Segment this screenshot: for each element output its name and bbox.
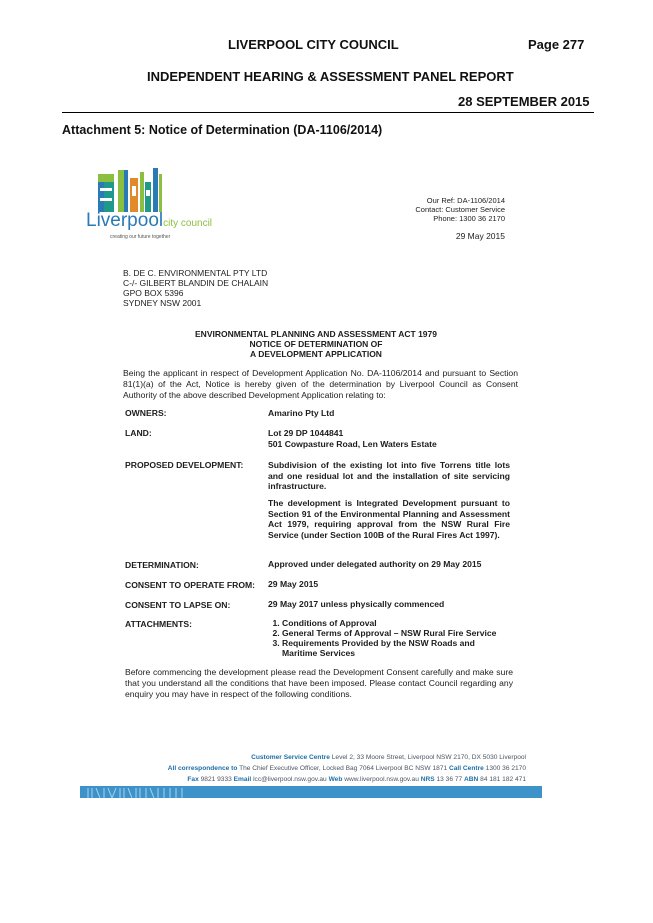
council-logo — [84, 168, 234, 248]
page-number: Page 277 — [528, 37, 585, 52]
consent-operate-label: CONSENT TO OPERATE FROM: — [125, 580, 256, 590]
report-date: 28 SEPTEMBER 2015 — [458, 94, 590, 109]
addressee-line: GPO BOX 5396 — [123, 288, 184, 298]
act-heading: ENVIRONMENTAL PLANNING AND ASSESSMENT ACT 1979 NOTICE OF DETERMINATION OF A DEVELOPMENT APPLICATION — [195, 329, 437, 359]
proposed-value-1: Subdivision of the existing lot into five Torrens title lots and one residual lot and the installation of site servicing infrastructure. — [268, 460, 510, 491]
attachment-item: 3. Requirements Provided by the NSW Roads and Maritime Services — [282, 638, 510, 658]
letter-footer: Customer Service Centre Level 2, 33 Moore Street, Liverpool NSW 2170, DX 5030 Liverpool All correspondence to The Chief Executive Officer, Locked Bag 7064 Liverpool BC NSW 1871 Call Centre 1300 36 2170 Fax 9821 9333 Email lcc@liverpool.nsw.gov.au Web www.liverpool.nsw.gov.au NRS 13 36 77 ABN 84 181 182 471 — [167, 754, 526, 783]
consent-operate-value: 29 May 2015 — [268, 579, 319, 589]
proposed-value-2: The development is Integrated Development pursuant to Section 91 of the Environmental Planning and Assessment Act 1979, requiring approval from the NSW Rural Fire Service (under Section 100B of the Rural Fires Act 1997). — [268, 498, 510, 540]
land-label: LAND: — [125, 428, 152, 438]
footer-bar — [80, 786, 542, 798]
attachment-item: 2. General Terms of Approval – NSW Rural Fire Service — [282, 628, 510, 638]
contact: Contact: Customer Service — [415, 205, 505, 214]
addressee-line: B. DE C. ENVIRONMENTAL PTY LTD — [123, 268, 268, 278]
report-title: INDEPENDENT HEARING & ASSESSMENT PANEL REPORT — [147, 69, 514, 84]
closing-paragraph: Before commencing the development please read the Development Consent carefully and make sure that you understand all the conditions that have been imposed. Please contact Council regarding any enquiry you may have in respect of the following conditions. — [125, 667, 513, 699]
addressee-line: SYDNEY NSW 2001 — [123, 298, 202, 308]
logo-tagline: creating our future together — [110, 234, 171, 240]
addressee-line: C-/- GILBERT BLANDIN DE CHALAIN — [123, 278, 269, 288]
logo-name: Liverpool — [86, 210, 164, 231]
attachments-list — [268, 618, 510, 658]
determination-value: Approved under delegated authority on 29 May 2015 — [268, 559, 482, 569]
our-ref: Our Ref: DA-1106/2014 — [426, 196, 505, 205]
owners-value: Amarino Pty Ltd — [268, 408, 335, 418]
addressee — [123, 268, 268, 308]
phone: Phone: 1300 36 2170 — [433, 214, 505, 223]
land-value: Lot 29 DP 1044841 501 Cowpasture Road, Len Waters Estate — [268, 428, 437, 449]
attachments-label: ATTACHMENTS: — [125, 619, 192, 629]
determination-label: DETERMINATION: — [125, 560, 199, 570]
attachment-item: 1. Conditions of Approval — [282, 618, 510, 628]
intro-paragraph: Being the applicant in respect of Development Application No. DA-1106/2014 and pursuant to Section 81(1)(a) of the Act, Notice is hereby given of the determination by Liverpool Council as Consent Authority of the above described Development Application relating to: — [123, 368, 518, 400]
letter-date: 29 May 2015 — [455, 231, 505, 241]
consent-lapse-value: 29 May 2017 unless physically commenced — [268, 599, 445, 609]
attachment-title: Attachment 5: Notice of Determination (DA-1106/2014) — [62, 123, 383, 137]
reference-block — [380, 196, 505, 241]
proposed-label: PROPOSED DEVELOPMENT: — [125, 460, 244, 470]
council-name: LIVERPOOL CITY COUNCIL — [228, 37, 399, 52]
header-rule — [62, 112, 594, 113]
footer-pattern-icon — [80, 787, 220, 798]
logo-sub: city council — [163, 218, 213, 229]
owners-label: OWNERS: — [125, 408, 167, 418]
consent-lapse-label: CONSENT TO LAPSE ON: — [125, 600, 231, 610]
